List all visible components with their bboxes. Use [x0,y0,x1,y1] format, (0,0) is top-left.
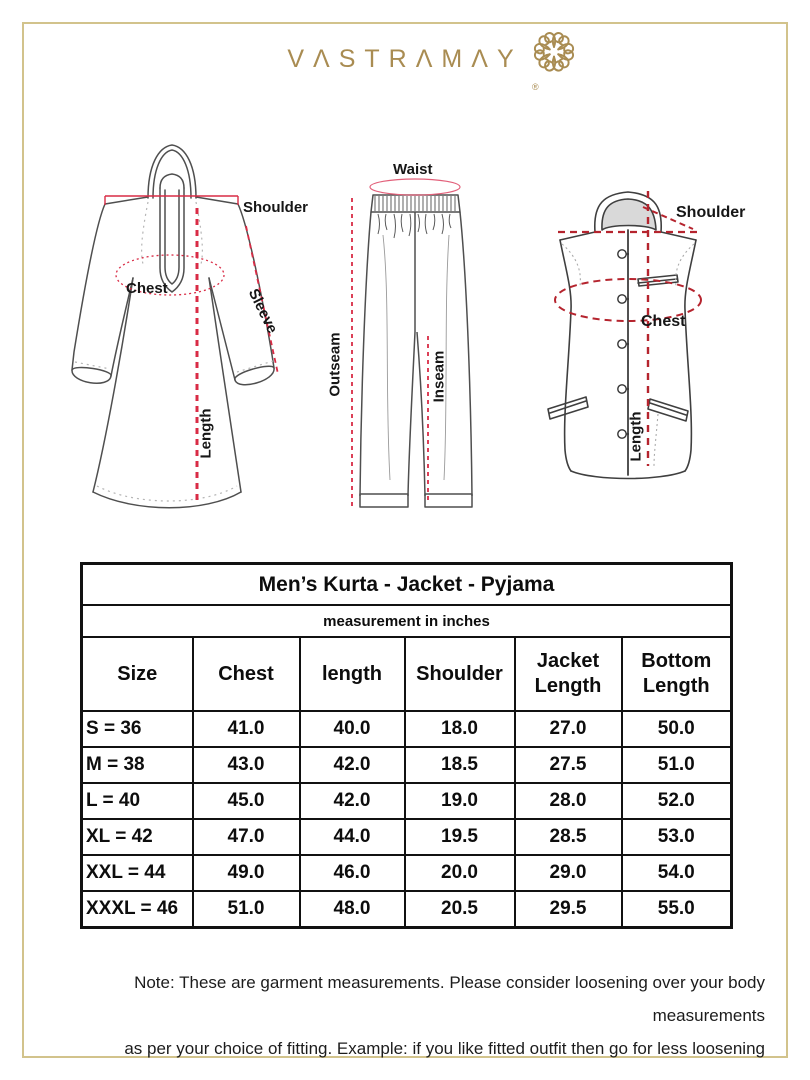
column-header-bottom-length [622,637,732,711]
column-header-text: Size [117,662,158,685]
column-header-text: length [322,662,382,685]
note-line-2: as per your choice of fitting. Example: if you like fitted outfit then go for less loosening [124,1039,765,1059]
column-header-length [300,637,405,711]
column-header-text: Length [534,675,602,697]
cell-length: 40.0 [300,711,405,747]
table-header-row [82,637,732,711]
cell-jacket-length: 27.5 [515,747,622,783]
pyjama-inseam-label: Inseam [430,350,448,403]
kurta-length-label: Length [197,408,215,459]
cell-bottom-length: 53.0 [622,819,732,855]
cell-size: S = 36 [82,711,193,747]
cell-bottom-length: 55.0 [622,891,732,928]
column-header-jacket-length [515,637,622,711]
cell-shoulder: 19.0 [405,783,515,819]
brand-name: VΛSTRΛMΛY [287,45,523,73]
cell-shoulder: 18.5 [405,747,515,783]
table-row [82,891,732,928]
column-header-text: Shoulder [416,662,503,685]
table-title-row [82,564,732,606]
table-row [82,747,732,783]
table-row [82,711,732,747]
cell-chest: 47.0 [193,819,300,855]
table-row [82,783,732,819]
cell-bottom-length: 54.0 [622,855,732,891]
registered-trademark: ® [532,82,539,92]
column-header-shoulder [405,637,515,711]
cell-bottom-length: 51.0 [622,747,732,783]
cell-jacket-length: 29.5 [515,891,622,928]
cell-shoulder: 20.5 [405,891,515,928]
cell-jacket-length: 29.0 [515,855,622,891]
brand-logo [0,45,810,92]
cell-chest: 43.0 [193,747,300,783]
pyjama-waistband-elastic [375,196,455,211]
cell-size: XL = 42 [82,819,193,855]
cell-size: M = 38 [82,747,193,783]
pyjama-diagram [320,150,490,520]
measurement-note [35,966,765,1065]
cell-chest: 51.0 [193,891,300,928]
size-chart-table [80,562,733,929]
table-subtitle-row [82,605,732,637]
brand-logo-inner [287,45,539,92]
table-row [82,819,732,855]
cell-length: 42.0 [300,747,405,783]
cell-chest: 49.0 [193,855,300,891]
column-header-size [82,637,193,711]
note-line-1: Note: These are garment measurements. Please consider loosening over your body measurements [134,973,765,1026]
table-subtitle: measurement in inches [82,605,732,637]
brand-emblem-icon [525,25,583,77]
cell-jacket-length: 28.5 [515,819,622,855]
column-header-text: Length [642,675,710,697]
cell-shoulder: 19.5 [405,819,515,855]
cell-length: 48.0 [300,891,405,928]
jacket-shoulder-label: Shoulder [676,204,746,221]
table-row [82,855,732,891]
cell-chest: 41.0 [193,711,300,747]
column-header-text: Jacket [536,650,600,672]
cell-length: 42.0 [300,783,405,819]
cell-bottom-length: 52.0 [622,783,732,819]
kurta-measure-lines [105,196,278,500]
cell-chest: 45.0 [193,783,300,819]
cell-shoulder: 20.0 [405,855,515,891]
pyjama-outline [360,195,472,507]
cell-size: XXL = 44 [82,855,193,891]
cell-bottom-length: 50.0 [622,711,732,747]
kurta-stitch-lines [75,202,273,501]
kurta-chest-label: Chest [126,280,168,297]
cell-size: L = 40 [82,783,193,819]
cell-size: XXXL = 46 [82,891,193,928]
cell-shoulder: 18.0 [405,711,515,747]
pyjama-outseam-label: Outseam [326,332,344,397]
pyjama-waist-label: Waist [393,161,433,178]
table-title: Men’s Kurta - Jacket - Pyjama [82,564,732,606]
cell-jacket-length: 27.0 [515,711,622,747]
cell-jacket-length: 28.0 [515,783,622,819]
jacket-length-label: Length [627,411,645,462]
jacket-chest-label: Chest [641,313,686,330]
cell-length: 46.0 [300,855,405,891]
cell-length: 44.0 [300,819,405,855]
column-header-text: Chest [218,662,274,685]
kurta-shoulder-label: Shoulder [243,199,309,216]
column-header-chest [193,637,300,711]
kurta-sleeve-label: Sleeve [244,286,281,337]
column-header-text: Bottom [641,650,712,672]
